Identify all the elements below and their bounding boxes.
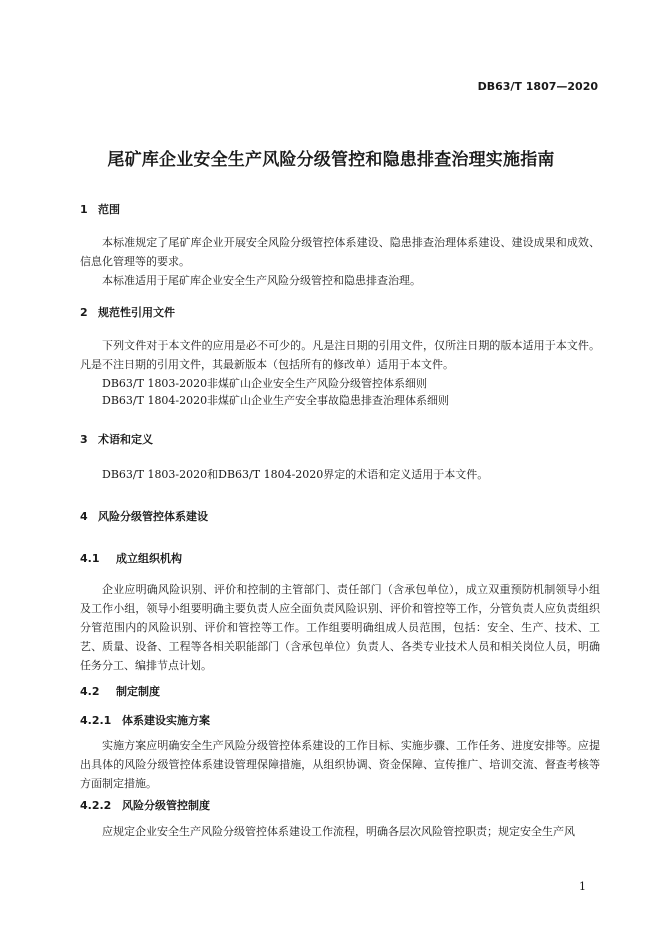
subsection-title: 体系建设实施方案 xyxy=(122,714,210,727)
subsection-number: 4.1 xyxy=(80,552,100,565)
subsection-title: 制定制度 xyxy=(116,685,160,698)
paragraph-organization: 企业应明确风险识别、评价和控制的主管部门、责任部门（含承包单位），成立双重预防机制领导小组及工作小组，领导小组要明确主要负责人应全面负责风险识别、评价和管控等工作，分管负责人应负责组织分管范围内的风险识别、评价和管控等工作。工作组要明确组成人员范围，包括：安全、生产、技术、工艺、质量、设备、工程等各相关职能部门（含承包单位）负责人、各类专业技术人员和相关岗位人员，明确任务分工、编排节点计划。 xyxy=(80,583,600,672)
subsection-number: 4.2 xyxy=(80,685,100,698)
document-title: 尾矿库企业安全生产风险分级管控和隐患排查治理实施指南 xyxy=(107,150,555,170)
section-heading-references xyxy=(80,304,175,320)
reference-code: DB63/T 1803-2020 xyxy=(102,377,208,390)
section-number: 1 xyxy=(80,203,88,216)
paragraph-terms: DB63/T 1803-2020和DB63/T 1804-2020界定的术语和定义适用于本文件。 xyxy=(102,468,489,481)
standard-code: DB63/T 1807—2020 xyxy=(477,80,598,93)
paragraph-plan: 实施方案应明确安全生产风险分级管控体系建设的工作目标、实施步骤、工作任务、进度安排等。应提出具体的风险分级管控体系建设管理保障措施，从组织协调、资金保障、宣传推广、培训交流、督查考核等方面制定措施。 xyxy=(80,739,600,790)
subsection-heading-control-system xyxy=(80,797,210,813)
reference-item xyxy=(102,392,449,408)
subsection-title: 成立组织机构 xyxy=(116,552,182,565)
paragraph-references-intro: 下列文件对于本文件的应用是必不可少的。凡是注日期的引用文件，仅所注日期的版本适用于本文件。凡是不注日期的引用文件，其最新版本（包括所有的修改单）适用于本文件。 xyxy=(80,339,600,371)
section-heading-risk-control xyxy=(80,508,208,524)
paragraph-control-system: 应规定企业安全生产风险分级管控体系建设工作流程，明确各层次风险管控职责；规定安全生产风 xyxy=(102,825,575,838)
section-number: 2 xyxy=(80,306,88,319)
section-title: 风险分级管控体系建设 xyxy=(98,510,208,523)
reference-code: DB63/T 1804-2020 xyxy=(102,394,208,407)
paragraph-scope-1: 本标准规定了尾矿库企业开展安全风险分级管控体系建设、隐患排查治理体系建设、建设成果和成效、信息化管理等的要求。 xyxy=(80,236,600,268)
subsection-number: 4.2.2 xyxy=(80,799,112,812)
section-heading-scope xyxy=(80,201,120,217)
subsection-heading-organization xyxy=(80,550,182,566)
page-number: 1 xyxy=(579,880,586,893)
section-title: 规范性引用文件 xyxy=(98,306,175,319)
subsection-heading-plan xyxy=(80,712,210,728)
section-title: 术语和定义 xyxy=(98,433,153,446)
section-number: 3 xyxy=(80,433,88,446)
subsection-heading-regulations xyxy=(80,683,160,699)
reference-title: 非煤矿山企业生产安全事故隐患排查治理体系细则 xyxy=(207,394,449,407)
paragraph-scope-2: 本标准适用于尾矿库企业安全生产风险分级管控和隐患排查治理。 xyxy=(102,274,421,287)
subsection-title: 风险分级管控制度 xyxy=(122,799,210,812)
subsection-number: 4.2.1 xyxy=(80,714,112,727)
reference-title: 非煤矿山企业安全生产风险分级管控体系细则 xyxy=(207,377,427,390)
section-number: 4 xyxy=(80,510,88,523)
reference-item xyxy=(102,375,427,391)
section-title: 范围 xyxy=(98,203,120,216)
section-heading-terms xyxy=(80,431,153,447)
